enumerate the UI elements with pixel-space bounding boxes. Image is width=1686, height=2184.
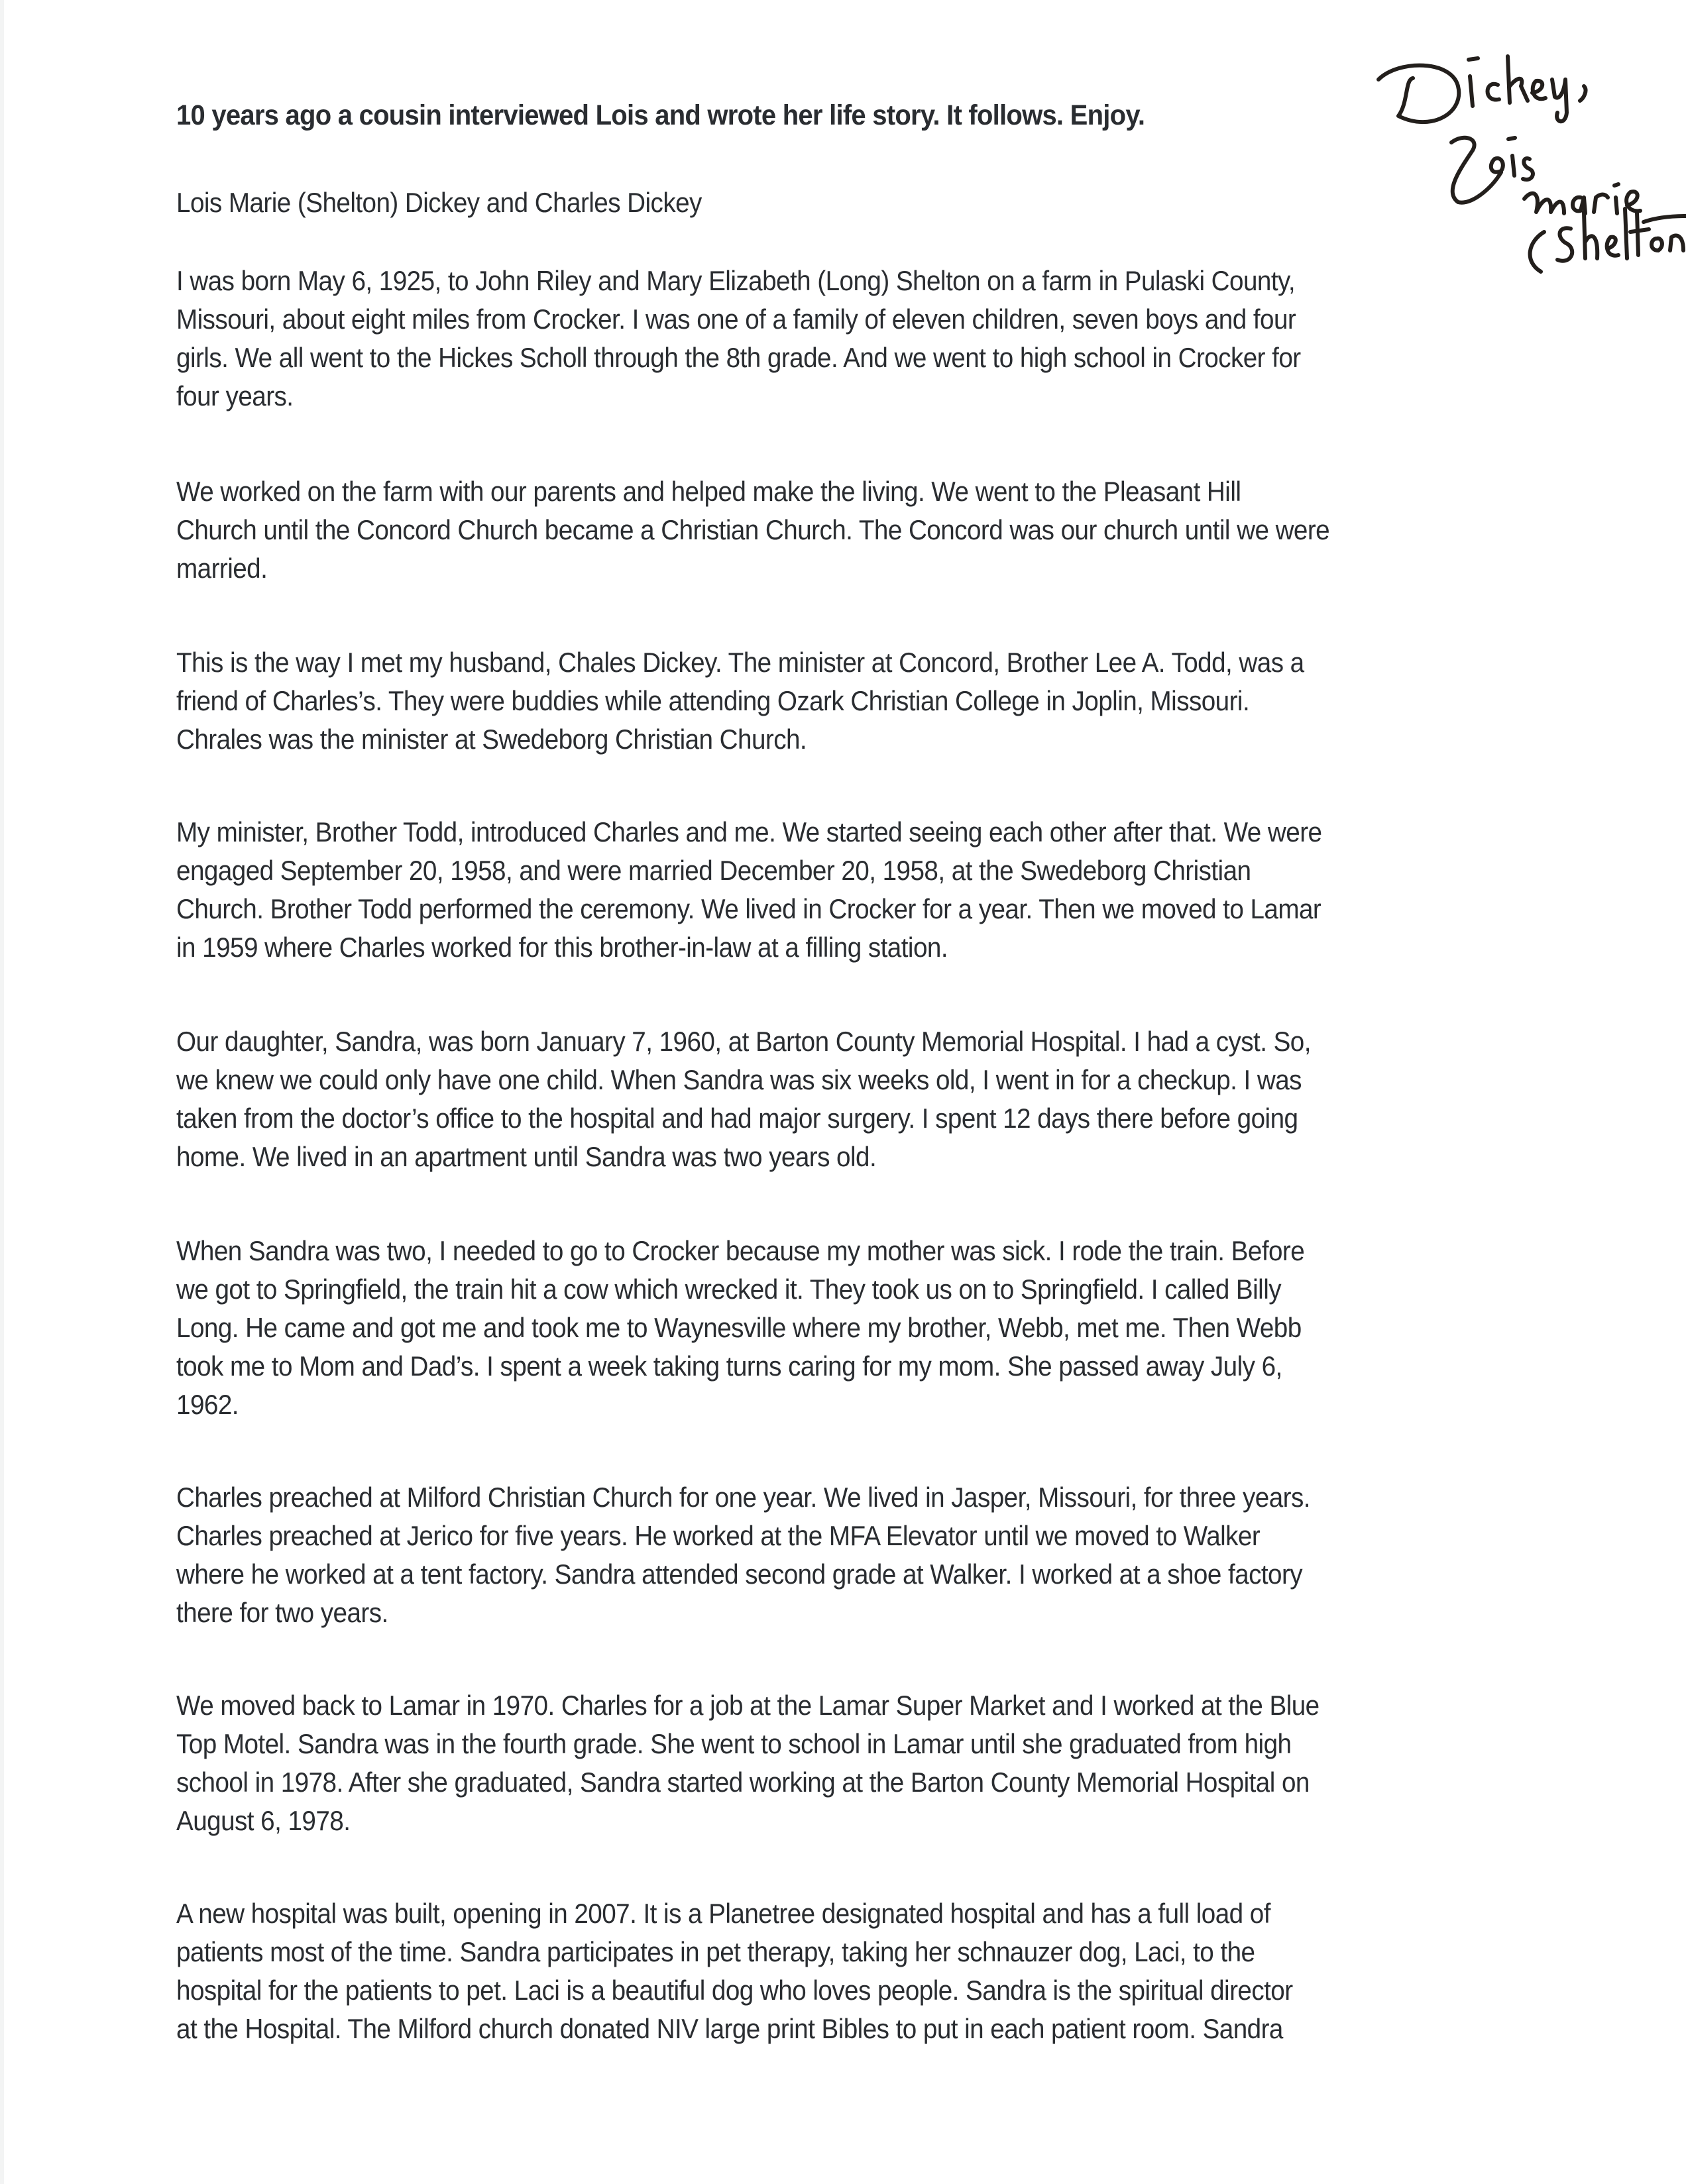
paragraph-line: Our daughter, Sandra, was born January 7, 1960, at Barton County Memorial Hospital. I had a cyst. So, — [176, 1026, 1311, 1057]
paragraph-line: A new hospital was built, opening in 2007. It is a Planetree designated hospital and has a full load of — [176, 1898, 1270, 1929]
paragraph-line: Charles preached at Milford Christian Church for one year. We lived in Jasper, Missouri, for three years. — [176, 1482, 1310, 1513]
paragraph-line: patients most of the time. Sandra participates in pet therapy, taking her schnauzer dog, Laci, to the — [176, 1936, 1255, 1967]
intro-heading: 10 years ago a cousin interviewed Lois and wrote her life story. It follows. Enjoy. — [176, 99, 1145, 131]
paragraph-line: four years. — [176, 380, 294, 411]
paragraph-line: Chrales was the minister at Swedeborg Christian Church. — [176, 724, 807, 755]
paragraph-line: We worked on the farm with our parents and helped make the living. We went to the Pleasant Hill — [176, 476, 1241, 507]
paragraph-line: hospital for the patients to pet. Laci is a beautiful dog who loves people. Sandra is the spiritual director — [176, 1975, 1293, 2006]
paragraph-line: in 1959 where Charles worked for this brother-in-law at a filling station. — [176, 932, 948, 963]
paragraph-line: school in 1978. After she graduated, Sandra started working at the Barton County Memorial Hospital on — [176, 1767, 1310, 1798]
paragraph-line: friend of Charles’s. They were buddies while attending Ozark Christian College in Joplin, Missouri. — [176, 685, 1250, 716]
paragraph-line: We moved back to Lamar in 1970. Charles for a job at the Lamar Super Market and I worked at the Blue — [176, 1690, 1320, 1721]
paragraph-line: married. — [176, 553, 268, 584]
paragraph-line: there for two years. — [176, 1597, 388, 1628]
paragraph-line: Church. Brother Todd performed the ceremony. We lived in Crocker for a year. Then we moved to Lamar — [176, 893, 1321, 924]
paragraph-line: I was born May 6, 1925, to John Riley and Mary Elizabeth (Long) Shelton on a farm in Pulaski County, — [176, 265, 1296, 296]
paragraph-line: August 6, 1978. — [176, 1805, 351, 1836]
paragraph-line: girls. We all went to the Hickes Scholl through the 8th grade. And we went to high school in Crocker for — [176, 342, 1301, 373]
handwriting-strokes — [1359, 40, 1686, 285]
scan-edge-shadow — [0, 0, 4, 2184]
paragraph-line: taken from the doctor’s office to the hospital and had major surgery. I spent 12 days there before going — [176, 1103, 1298, 1134]
paragraph-line: we knew we could only have one child. When Sandra was six weeks old, I went in for a checkup. I was — [176, 1064, 1302, 1095]
paragraph-line: Top Motel. Sandra was in the fourth grade. She went to school in Lamar until she graduated from high — [176, 1728, 1292, 1759]
paragraph-line: Long. He came and got me and took me to Waynesville where my brother, Webb, met me. Then Webb — [176, 1312, 1302, 1343]
paragraph-line: When Sandra was two, I needed to go to Crocker because my mother was sick. I rode the train. Before — [176, 1235, 1305, 1266]
paragraph-line: where he worked at a tent factory. Sandra attended second grade at Walker. I worked at a shoe factory — [176, 1558, 1303, 1590]
document-title: Lois Marie (Shelton) Dickey and Charles Dickey — [176, 187, 702, 218]
paragraph-line: 1962. — [176, 1389, 239, 1420]
paragraph-line: at the Hospital. The Milford church donated NIV large print Bibles to put in each patient room. Sandra — [176, 2013, 1283, 2044]
paragraph-line: home. We lived in an apartment until Sandra was two years old. — [176, 1141, 877, 1172]
paragraph-line: Charles preached at Jerico for five years. He worked at the MFA Elevator until we moved to Walker — [176, 1520, 1261, 1551]
paragraph-line: Church until the Concord Church became a Christian Church. The Concord was our church until we were — [176, 514, 1330, 545]
paragraph-line: took me to Mom and Dad’s. I spent a week taking turns caring for my mom. She passed away July 6, — [176, 1350, 1282, 1382]
paragraph-line: we got to Springfield, the train hit a cow which wrecked it. They took us on to Springfield. I called Billy — [176, 1274, 1282, 1305]
paragraph-line: Missouri, about eight miles from Crocker. I was one of a family of eleven children, seven boys and four — [176, 303, 1296, 335]
paragraph-line: engaged September 20, 1958, and were married December 20, 1958, at the Swedeborg Christian — [176, 855, 1251, 886]
handwritten-annotation — [1359, 40, 1686, 285]
paragraph-line: My minister, Brother Todd, introduced Charles and me. We started seeing each other after that. We were — [176, 816, 1322, 847]
paragraph-line: This is the way I met my husband, Chales Dickey. The minister at Concord, Brother Lee A. Todd, was a — [176, 647, 1304, 678]
